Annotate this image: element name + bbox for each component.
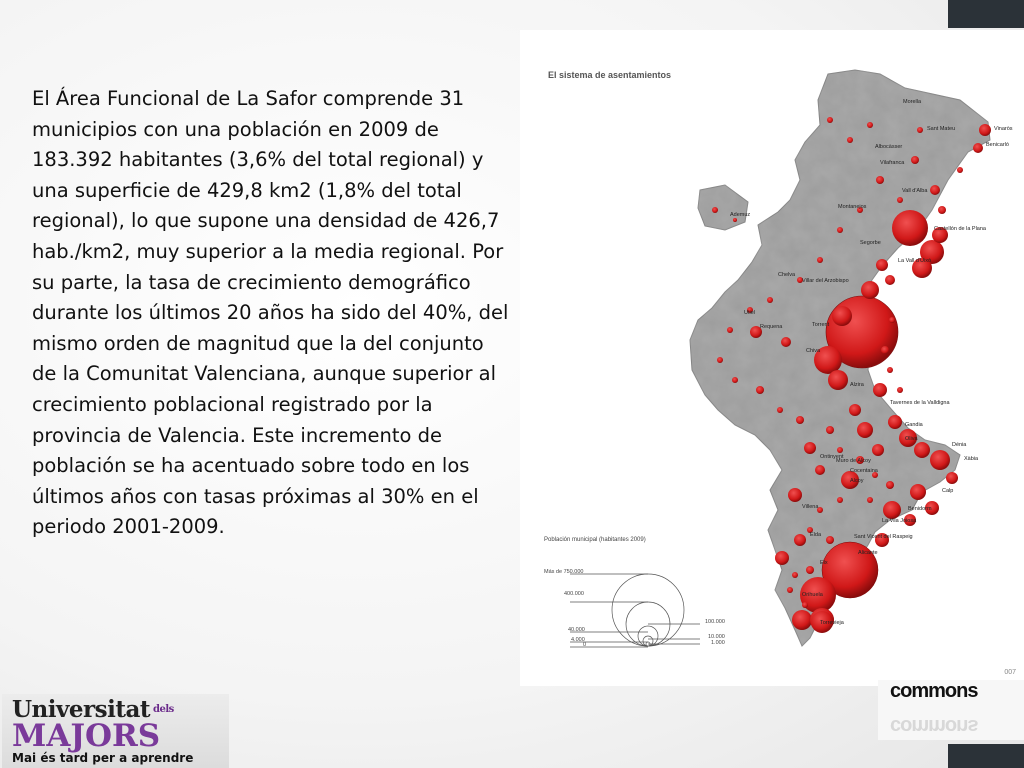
settlement-dot (787, 587, 793, 593)
place-label: Alzira (850, 382, 864, 388)
place-label: Elda (810, 532, 822, 538)
settlement-dot (788, 488, 802, 502)
place-label: Villena (802, 504, 819, 510)
place-label: Elx (820, 560, 828, 566)
logo-majors: MAJORS (12, 718, 161, 754)
place-label: Xàbia (964, 456, 979, 462)
place-label: Montanejos (838, 204, 867, 210)
settlement-dot (889, 317, 895, 323)
settlement-dot (885, 275, 895, 285)
settlement-dot (804, 442, 816, 454)
settlement-dot (873, 383, 887, 397)
settlement-dot (867, 122, 873, 128)
legend-label: Más de 750.000 (544, 569, 584, 575)
settlement-dot (861, 281, 879, 299)
universitat-majors-logo (2, 694, 229, 768)
place-label: Torrent (812, 322, 830, 328)
legend-label: 0 (583, 642, 587, 648)
settlement-dot (767, 297, 773, 303)
settlement-dot (717, 357, 723, 363)
settlement-dot (837, 497, 843, 503)
settlement-dot (930, 450, 950, 470)
settlement-dot (910, 484, 926, 500)
settlement-dot (897, 387, 903, 393)
settlement-dot (806, 566, 814, 574)
settlement-dot (886, 481, 894, 489)
place-label: Benidorm (908, 506, 932, 512)
place-label: Oliva (905, 436, 918, 442)
place-label: Ontinyent (820, 454, 844, 460)
place-label: Tavernes de la Valldigna (890, 400, 950, 406)
settlement-dot (938, 206, 946, 214)
settlement-dot (911, 156, 919, 164)
place-label: Cocentaina (850, 468, 878, 474)
place-label: Chiva (806, 348, 821, 354)
settlement-dot (881, 346, 889, 354)
place-label: Alcoy (850, 478, 864, 484)
settlement-dot (802, 602, 808, 608)
corner-decoration-top (948, 0, 1024, 28)
settlement-dot (792, 572, 798, 578)
settlement-dot (832, 306, 852, 326)
place-label: Gandia (905, 422, 923, 428)
place-label: Vilafranca (880, 160, 905, 166)
place-label: Muro de Alcoy (836, 458, 871, 464)
commons-logo (878, 680, 1024, 740)
place-label: La Vall d'Uixó (898, 258, 932, 264)
place-label: Torrevieja (820, 620, 844, 626)
settlement-dot (837, 447, 843, 453)
place-label: Morella (903, 99, 922, 105)
settlement-dot (826, 536, 834, 544)
logo-tagline: Mai és tard per a aprendre (12, 751, 194, 765)
place-label: Utiel (744, 310, 756, 316)
place-label: Villar del Arzobispo (802, 278, 849, 284)
settlement-dot (888, 415, 902, 429)
settlement-dot (892, 210, 928, 246)
settlement-map (520, 30, 1024, 686)
settlement-dot (732, 377, 738, 383)
place-label: Vinaròs (994, 126, 1013, 132)
settlement-dot (733, 218, 737, 222)
settlement-dot (887, 367, 893, 373)
place-label: La Vila Joiosa (882, 518, 917, 524)
settlement-dot (979, 124, 991, 136)
settlement-dot (775, 551, 789, 565)
settlement-dot (849, 404, 861, 416)
settlement-dot (828, 370, 848, 390)
settlement-dot (946, 472, 958, 484)
place-label: Ademuz (730, 212, 751, 218)
settlement-dot (857, 422, 873, 438)
settlement-dot (876, 259, 888, 271)
place-label: Benicarló (986, 142, 1009, 148)
place-label: Requena (760, 324, 783, 330)
settlement-dot (867, 497, 873, 503)
logo-dels: dels (152, 704, 174, 715)
settlement-dot (815, 465, 825, 475)
settlement-dot (930, 185, 940, 195)
legend-label: 400.000 (564, 591, 584, 597)
logo-universitat: Universitat (12, 696, 150, 723)
legend-label: 4.000 (571, 637, 585, 643)
commons-reflection: commons (890, 715, 978, 737)
settlement-dot (917, 127, 923, 133)
corner-decoration-bottom (948, 744, 1024, 768)
place-label: Castellón de la Plana (934, 226, 986, 232)
place-label: Dénia (952, 442, 967, 448)
settlement-dot (817, 257, 823, 263)
place-label: Sant Mateu (927, 126, 956, 132)
settlement-dot (876, 176, 884, 184)
settlement-dot (827, 117, 833, 123)
place-label: Orihuela (802, 592, 823, 598)
legend-circles (570, 574, 700, 647)
settlement-dot (837, 227, 843, 233)
legend-label: 1.000 (711, 640, 725, 646)
settlement-dot (826, 426, 834, 434)
settlement-dot (781, 337, 791, 347)
settlement-dot (756, 386, 764, 394)
page-number: 007 (1004, 669, 1016, 676)
place-label: Chelva (778, 272, 796, 278)
legend-title: Población municipal (habitantes 2009) (544, 537, 646, 543)
settlement-dot (792, 610, 812, 630)
settlement-dot (973, 143, 983, 153)
commons-wordmark: commons (890, 680, 978, 702)
settlement-dot (727, 327, 733, 333)
place-label: Segorbe (860, 240, 881, 246)
settlement-dot (897, 197, 903, 203)
legend-label: 40.000 (568, 627, 585, 633)
map-canvas (520, 30, 1024, 686)
place-label: Calp (942, 488, 954, 494)
settlement-dot (883, 501, 901, 519)
place-label: Sant Vicent del Raspeig (854, 534, 913, 540)
body-paragraph: El Área Funcional de La Safor comprende 31 municipios con una población en 2009 de 183.392 habitantes (3,6% del total regional) y una superficie de 429,8 km2 (1,8% del total regional), lo que supone una densidad de 426,7 hab./km2, muy superior a la media regional. Por su parte, la tasa de crecimiento demográfico durante los últimos 20 años ha sido del 40%, del mismo orden de magnitud que la del conjunto de la Comunitat Valenciana, aunque superior al crecimiento poblacional registrado por la provincia de Valencia. Este incremento de población se ha acentuado sobre todo en los últimos años con tasas próximas al 30% en el periodo 2001-2009. (32, 87, 509, 539)
settlement-dot (847, 137, 853, 143)
place-label: Albocàsser (875, 144, 903, 150)
settlement-dot (957, 167, 963, 173)
legend-label: 10.000 (708, 634, 725, 640)
map-title: El sistema de asentamientos (548, 70, 672, 80)
settlement-dot (872, 444, 884, 456)
settlement-dot (796, 416, 804, 424)
place-label: Alicante (858, 550, 878, 556)
settlement-dot (712, 207, 718, 213)
settlement-dot (794, 534, 806, 546)
legend-label: 100.000 (705, 619, 725, 625)
place-label: Vall d'Alba (902, 188, 928, 194)
settlement-dot (777, 407, 783, 413)
settlement-dot (914, 442, 930, 458)
